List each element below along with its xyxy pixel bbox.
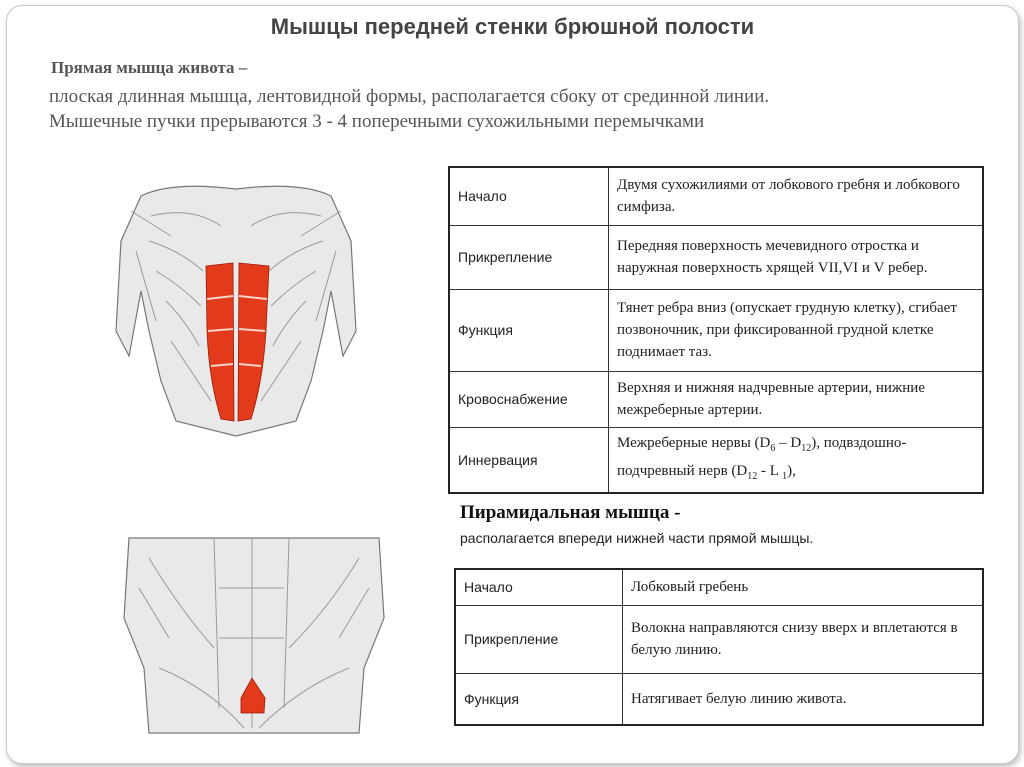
- row-key: Кровоснабжение: [449, 371, 609, 427]
- row-value: Тянет ребра вниз (опускает грудную клетку), сгибает позвоночник, при фиксированной грудной клетке поднимает таз.: [609, 289, 984, 371]
- row-value: Передняя поверхность мечевидного отростка и наружная поверхность хрящей VII,VI и V ребер.: [609, 225, 984, 289]
- pyramidalis-table: [454, 568, 984, 726]
- slide-title: Мышцы передней стенки брюшной полости: [270, 14, 755, 39]
- row-key: Функция: [449, 289, 609, 371]
- rectus-description-line2: Мышечные пучки прерываются 3 - 4 поперечными сухожильными перемычками: [49, 111, 705, 132]
- table-row: [455, 605, 983, 673]
- row-key: Функция: [455, 673, 623, 725]
- row-value: Натягивает белую линию живота.: [623, 673, 984, 725]
- pyramidalis-heading: Пирамидальная мышца -: [460, 502, 681, 523]
- row-key: Начало: [449, 167, 609, 225]
- rectus-heading: Прямая мышца живота –: [51, 58, 248, 77]
- row-key: Прикрепление: [449, 225, 609, 289]
- table-row: [449, 427, 983, 493]
- table-row: [455, 569, 983, 605]
- row-value: Лобковый гребень: [623, 569, 984, 605]
- row-key: Начало: [455, 569, 623, 605]
- table-row: [455, 673, 983, 725]
- row-value: Волокна направляются снизу вверх и вплетаются в белую линию.: [623, 605, 984, 673]
- rectus-description-line1: плоская длинная мышца, лентовидной формы, располагается сбоку от срединной линии.: [49, 86, 770, 107]
- table-row: [449, 289, 983, 371]
- rectus-table: [448, 166, 984, 494]
- row-value: Двумя сухожилиями от лобкового гребня и лобкового симфиза.: [609, 167, 984, 225]
- rectus-abdominis-illustration: [111, 181, 361, 441]
- row-key: Прикрепление: [455, 605, 623, 673]
- pyramidalis-description: располагается впереди нижней части прямой мышцы.: [460, 530, 814, 546]
- row-value: Верхняя и нижняя надчревные артерии, нижние межреберные артерии.: [609, 371, 984, 427]
- table-row: [449, 167, 983, 225]
- rectus-description: [49, 84, 949, 134]
- slide: [6, 5, 1019, 764]
- pyramidalis-illustration: [119, 528, 389, 743]
- row-value: Межреберные нервы $(D_6 - D_{12})$, подвздошно-подчревный нерв ($D_{12}$ - L $_1$),: [609, 427, 984, 493]
- row-key: Иннервация: [449, 427, 609, 493]
- table-row: [449, 225, 983, 289]
- table-row: [449, 371, 983, 427]
